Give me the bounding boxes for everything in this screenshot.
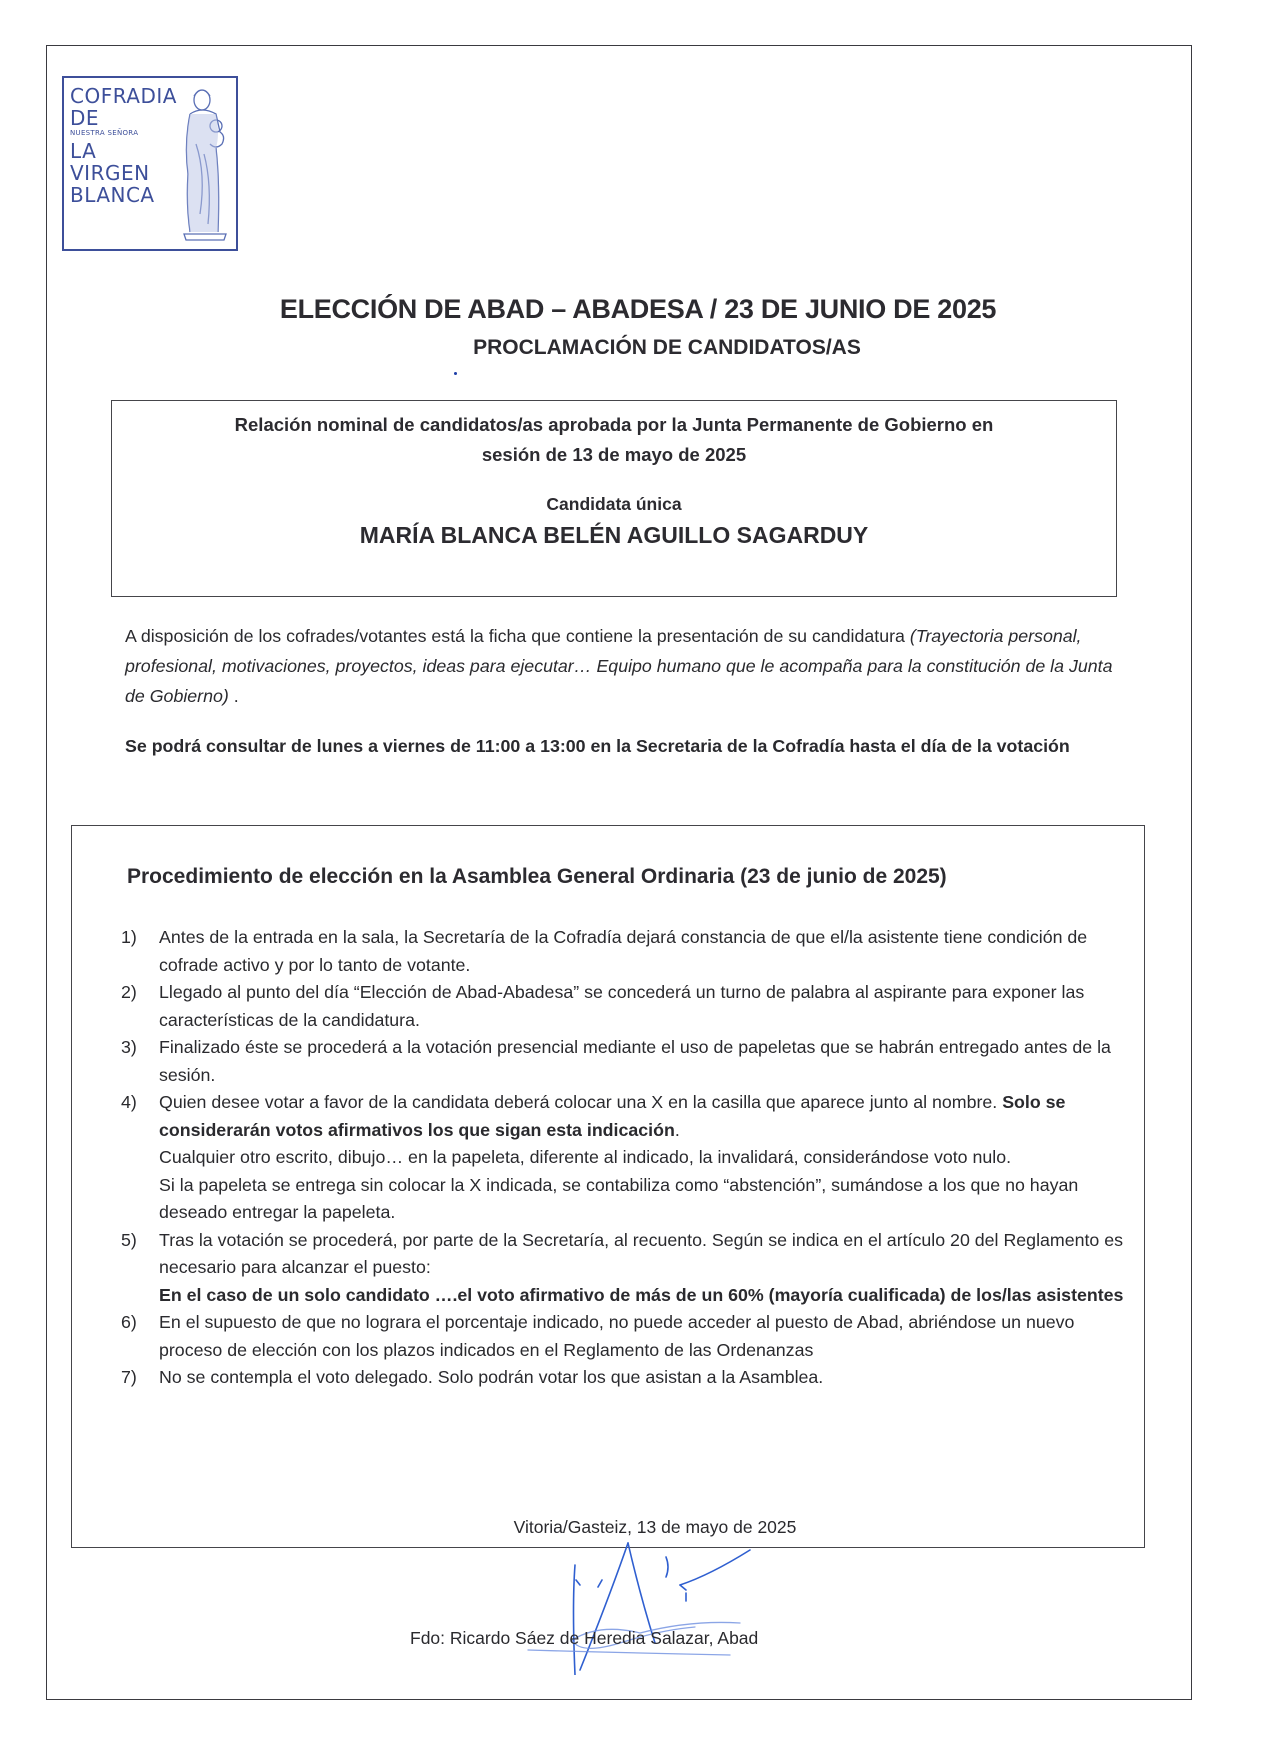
availability-italic: (Trayectoria personal, profesional, motivaciones, proyectos, ideas para ejecutar… Equipo humano que le acompaña para la constitución de la Junta de Gobierno) — [125, 626, 1113, 706]
item-extra-text: Si la papeleta se entrega sin colocar la X indicada, se contabiliza como “abstención”, sumándose a los que no hayan deseado entregar la papeleta. — [159, 1174, 1079, 1222]
procedure-heading: Procedimiento de elección en la Asamblea General Ordinaria (23 de junio de 2025) — [127, 865, 947, 888]
scan-speck — [454, 372, 457, 375]
procedure-item — [121, 1089, 1131, 1227]
availability-text: A disposición de los cofrades/votantes está la ficha que contiene la presentación de su candidatura — [125, 626, 905, 646]
consult-paragraph: Se podrá consultar de lunes a viernes de 11:00 a 13:00 en la Secretaria de la Cofradía hasta el día de la votación — [125, 736, 1070, 756]
page-subtitle: PROCLAMACIÓN DE CANDIDATOS/AS — [473, 336, 861, 359]
logo-line: NUESTRA SEÑORA — [70, 129, 139, 137]
candidate-label: Candidata única — [546, 494, 682, 514]
logo-line: COFRADIA — [70, 84, 177, 108]
place-date: Vitoria/Gasteiz, 13 de mayo de 2025 — [513, 1517, 797, 1537]
item-bold-text: En el caso de un solo candidato ….el voto afirmativo de más de un 60% (mayoría cualificada) de los/las asistentes — [159, 1284, 1124, 1305]
item-text: Tras la votación se procederá, por parte de la Secretaría, al recuento. Según se indica en el artículo 20 del Reglamento es necesario para alcanzar el puesto: — [159, 1229, 1124, 1277]
item-text: No se contempla el voto delegado. Solo podrán votar los que asistan a la Asamblea. — [159, 1367, 824, 1387]
approval-line-1: Relación nominal de candidatos/as aprobada por la Junta Permanente de Gobierno en — [234, 414, 994, 435]
handwritten-signature — [480, 1535, 800, 1675]
item-body — [159, 1227, 1131, 1310]
logo-text — [70, 86, 177, 207]
approval-line-2: sesión de 13 de mayo de 2025 — [481, 444, 747, 465]
item-number: 3) — [121, 1037, 137, 1057]
procedure-item — [121, 1034, 1131, 1089]
item-number: 1) — [121, 927, 137, 947]
logo-line: LA — [70, 139, 97, 163]
item-extra-text: Cualquier otro escrito, dibujo… en la papeleta, diferente al indicado, la invalidará, considerándose voto nulo. — [159, 1147, 1012, 1167]
logo-line: VIRGEN — [70, 161, 150, 185]
item-number: 6) — [121, 1312, 137, 1332]
item-text: Finalizado éste se procederá a la votación presencial mediante el uso de papeletas que se habrán entregado antes de la sesión. — [159, 1037, 1111, 1085]
item-text: En el supuesto de que no lograra el porcentaje indicado, no puede acceder al puesto de Abad, abriéndose un nuevo proceso de elección con los plazos indicados en el Reglamento de las Ordenanzas — [159, 1312, 1075, 1360]
item-number: 2) — [121, 982, 137, 1002]
procedure-item — [121, 1227, 1131, 1310]
procedure-list — [121, 924, 1131, 1392]
signed-by: Fdo: Ricardo Sáez de Heredia Salazar, Abad — [410, 1628, 759, 1648]
procedure-item — [121, 1364, 1131, 1392]
procedure-box — [71, 825, 1145, 1548]
page-title: ELECCIÓN DE ABAD – ABADESA / 23 DE JUNIO DE 2025 — [279, 294, 997, 324]
availability-trailing: . — [228, 686, 239, 706]
item-bold-text: Solo se considerarán votos afirmativos los que sigan esta indicación — [159, 1092, 1066, 1140]
item-main-line — [159, 1089, 1131, 1144]
cofradia-logo — [62, 76, 238, 251]
approval-statement — [112, 410, 1116, 470]
procedure-item — [121, 924, 1131, 979]
item-number: 5) — [121, 1229, 137, 1250]
item-text: Llegado al punto del día “Elección de Abad-Abadesa” se concederá un turno de palabra al aspirante para exponer las características de la candidatura. — [159, 982, 1085, 1030]
logo-line: DE — [70, 106, 100, 130]
item-number: 7) — [121, 1367, 137, 1387]
logo-line: BLANCA — [70, 183, 155, 207]
candidate-name: MARÍA BLANCA BELÉN AGUILLO SAGARDUY — [359, 522, 869, 548]
item-body — [159, 1089, 1131, 1227]
procedure-item — [121, 979, 1131, 1034]
virgin-statue-icon — [176, 84, 232, 244]
item-text: Antes de la entrada en la sala, la Secretaría de la Cofradía dejará constancia de que el/la asistente tiene condición de cofrade activo y por lo tanto de votante. — [159, 927, 1088, 975]
availability-paragraph — [125, 621, 1125, 711]
candidate-box — [111, 400, 1117, 597]
item-text: Quien desee votar a favor de la candidata deberá colocar una X en la casilla que aparece junto al nombre. — [159, 1092, 1003, 1112]
item-number: 4) — [121, 1092, 137, 1112]
procedure-item — [121, 1309, 1131, 1364]
item-after-bold: . — [674, 1119, 680, 1140]
